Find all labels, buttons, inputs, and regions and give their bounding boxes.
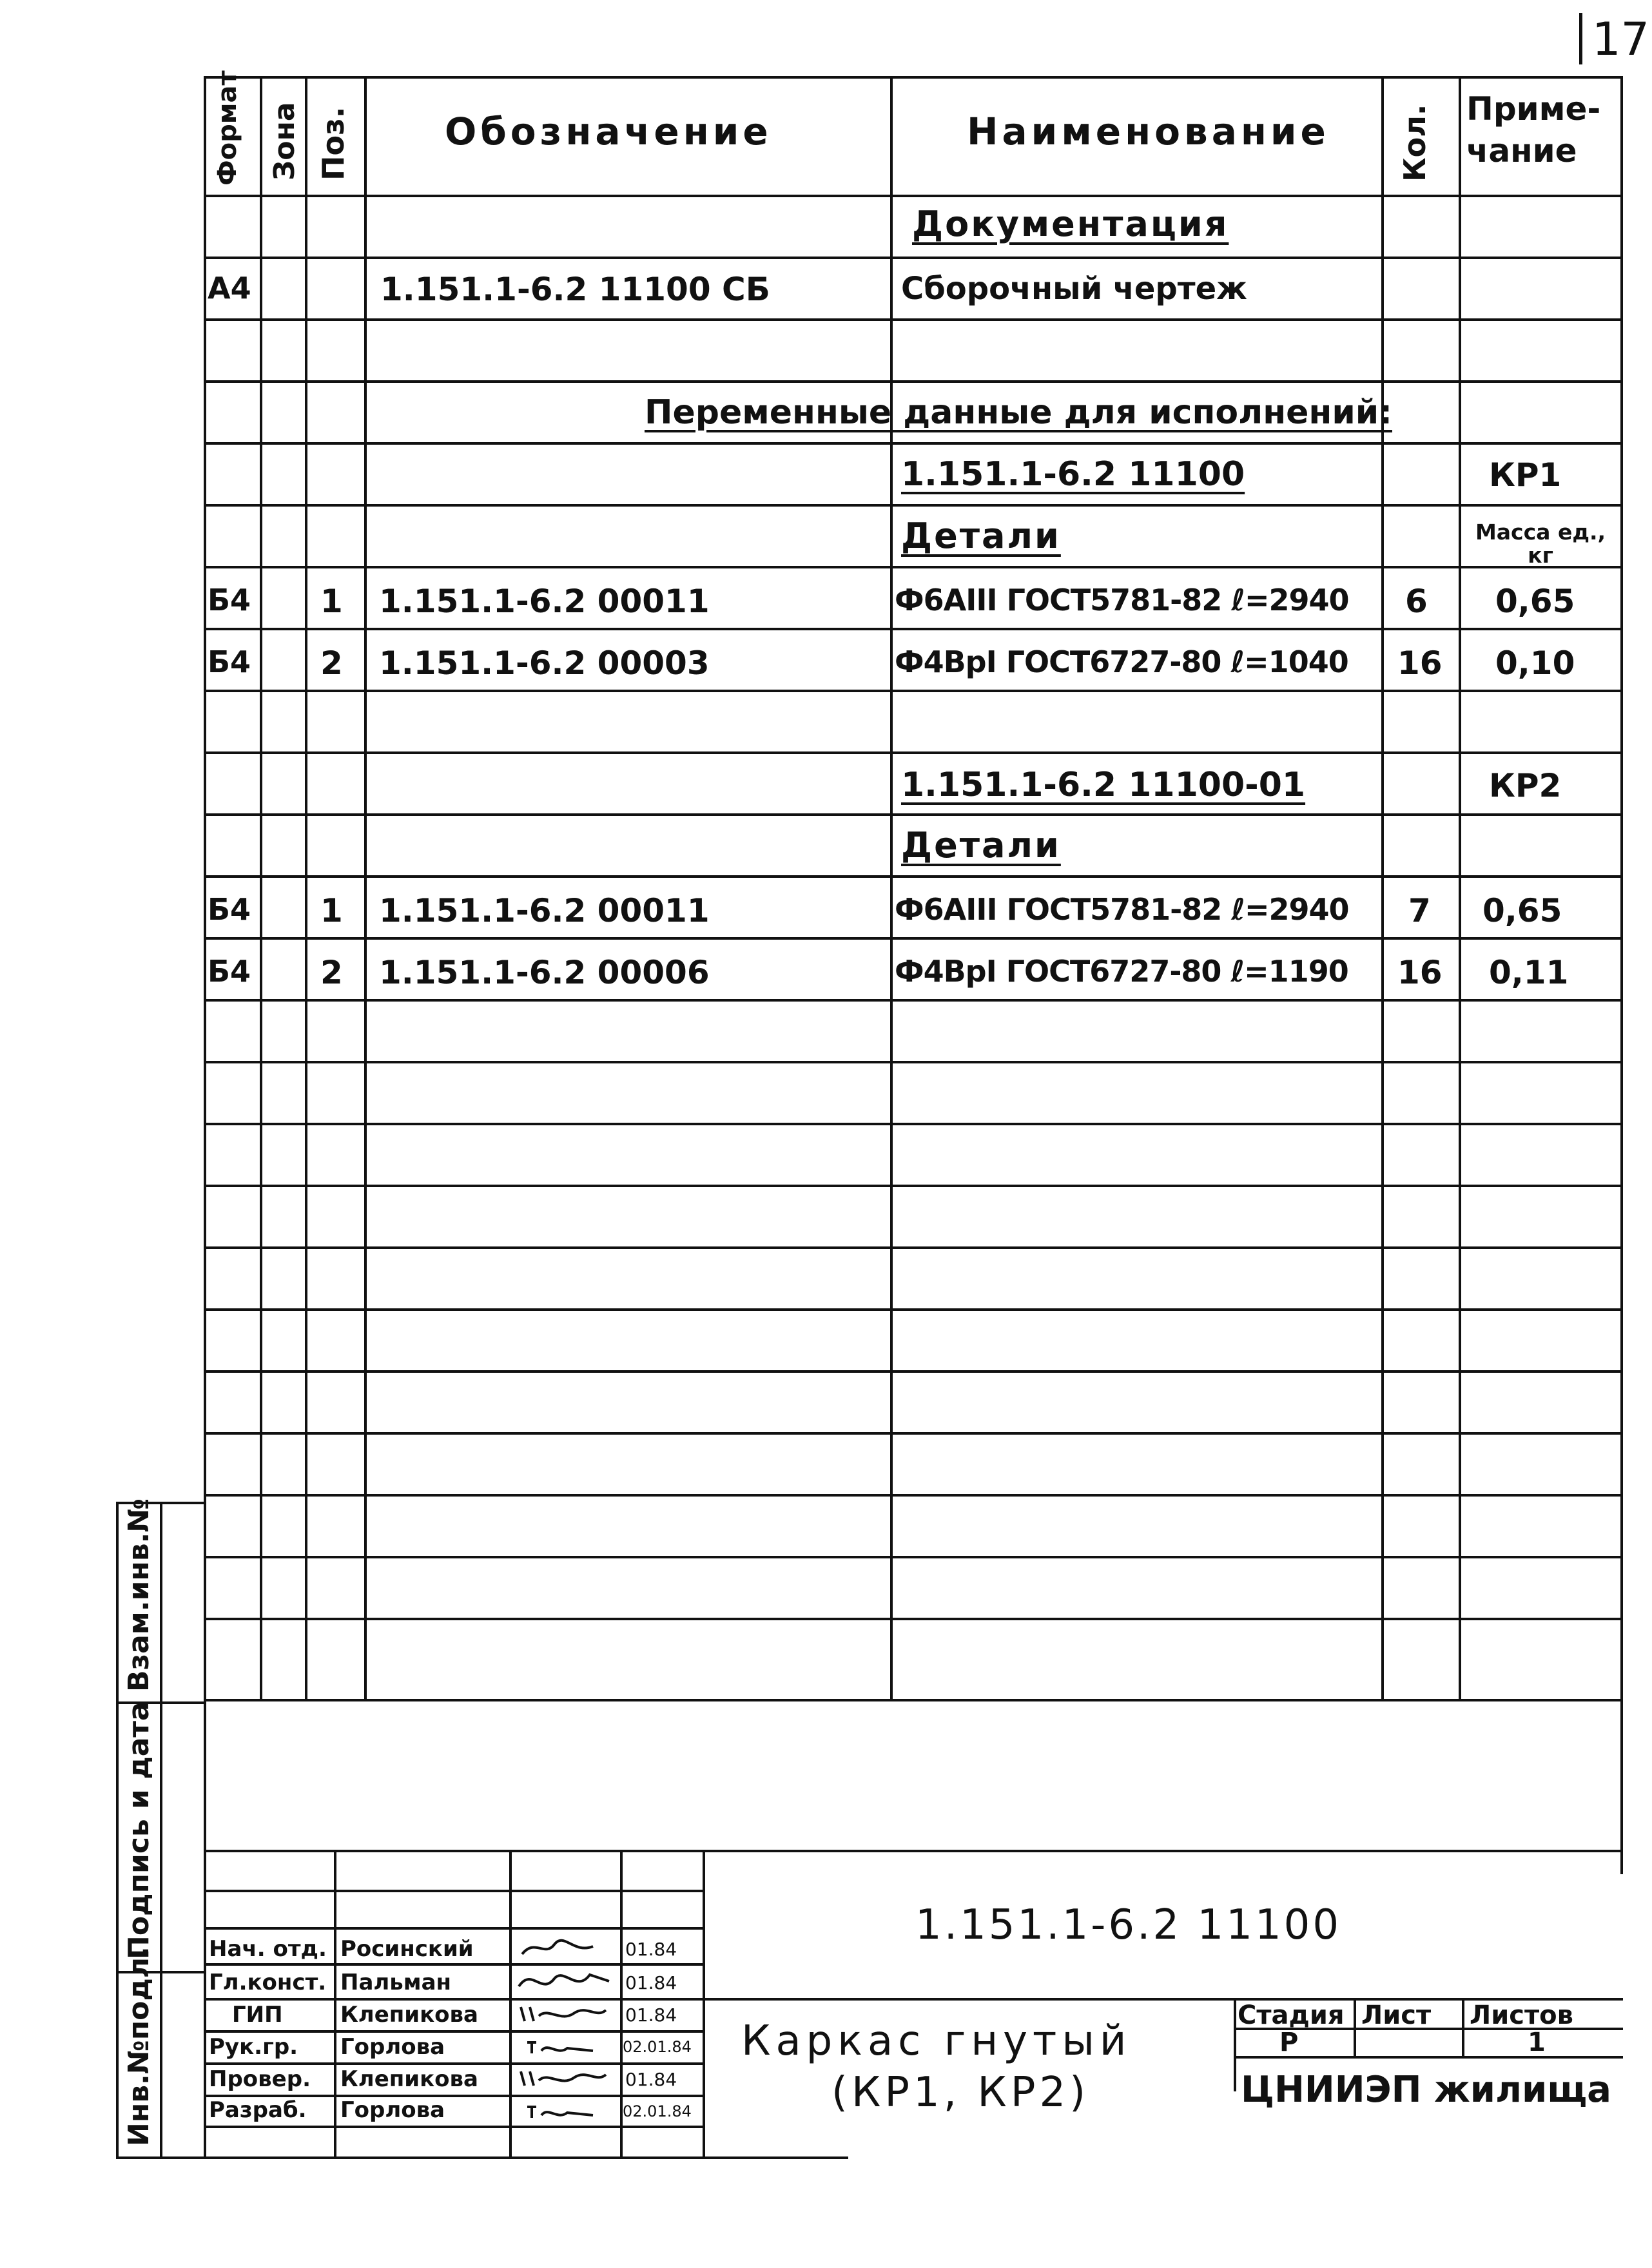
stage-value: Р: [1279, 2028, 1299, 2057]
table-row-designation: 1.151.1-6.2 00003: [379, 645, 710, 682]
header-designation: Обозначение: [445, 110, 772, 153]
sig-date: 02.01.84: [623, 2102, 692, 2120]
header-pos: Поз.: [316, 106, 351, 180]
table-row-note: 0,65: [1482, 892, 1562, 929]
table-row-pos: 1: [320, 892, 343, 929]
table-row-pos: 2: [320, 954, 343, 991]
table-row-name: Ф6АIII ГОСТ5781-82 ℓ=2940: [895, 892, 1349, 927]
sheets-label: Листов: [1470, 2001, 1573, 2030]
table-row-fmt: Б4: [208, 645, 251, 679]
header-format: Формат: [213, 70, 242, 186]
handwritten-signature: [522, 2097, 599, 2123]
table-row-fmt: Б4: [208, 583, 251, 617]
table-row-note: 0,11: [1489, 954, 1569, 991]
header-qty: Кол.: [1397, 104, 1432, 182]
sig-date: 01.84: [625, 2004, 677, 2026]
sig-name: Горлова: [340, 2097, 445, 2123]
header-name: Наименование: [967, 110, 1330, 153]
sig-role: ГИП: [232, 2002, 283, 2028]
sig-role: Нач. отд.: [209, 1936, 327, 1962]
sig-name: Пальман: [340, 1970, 452, 1995]
table-row-qty: 16: [1397, 954, 1443, 991]
table-row-fmt: А4: [208, 271, 251, 305]
sheet-label: Лист: [1361, 2001, 1432, 2030]
table-row-qty: 7: [1408, 892, 1431, 929]
sig-role: Разраб.: [209, 2097, 307, 2123]
variant-heading-kr2: 1.151.1-6.2 11100-01: [901, 766, 1306, 804]
sig-date: 01.84: [625, 1939, 677, 1960]
sheets-value: 1: [1528, 2028, 1546, 2057]
section-heading-parts: Детали: [901, 825, 1061, 866]
sheet-number: 17: [1592, 13, 1650, 66]
variant-heading-kr1: 1.151.1-6.2 11100: [901, 455, 1245, 494]
header-note-2: чание: [1466, 132, 1577, 170]
sig-date: 02.01.84: [623, 2038, 692, 2056]
stamp-sign-date: Подпись и дата: [122, 1701, 155, 1959]
stage-label: Стадия: [1238, 2001, 1345, 2030]
table-row-pos: 2: [320, 645, 343, 682]
table-row-note: КР1: [1489, 456, 1562, 494]
table-row-fmt: Б4: [208, 954, 251, 989]
table-row-qty: 16: [1397, 645, 1443, 682]
table-row-fmt: Б4: [208, 892, 251, 927]
table-row-qty: 6: [1405, 583, 1428, 620]
handwritten-signature: [522, 2033, 599, 2059]
sig-name: Клепикова: [340, 2002, 478, 2028]
stamp-inv-replace: Взам.инв.№: [122, 1498, 155, 1692]
table-row-designation: 1.151.1-6.2 00011: [379, 892, 710, 929]
sig-role: Провер.: [209, 2066, 311, 2092]
sig-date: 01.84: [625, 2069, 677, 2090]
section-heading-documentation: Документация: [912, 204, 1229, 244]
table-row-name: Ф6АIII ГОСТ5781-82 ℓ=2940: [895, 583, 1349, 617]
table-row-designation: 1.151.1-6.2 00011: [379, 583, 710, 620]
table-row-designation: 1.151.1-6.2 11100 СБ: [380, 271, 770, 308]
table-row-designation: 1.151.1-6.2 00006: [379, 954, 710, 991]
handwritten-signature: [516, 1967, 612, 1995]
handwritten-signature: [516, 2001, 612, 2026]
organization: ЦНИИЭП жилища: [1241, 2069, 1611, 2111]
handwritten-signature: [516, 1935, 612, 1961]
sig-role: Гл.конст.: [209, 1970, 327, 1995]
table-row-note: 0,10: [1495, 645, 1575, 682]
variable-data-heading: Переменные данные для исполнений:: [645, 393, 1392, 432]
section-heading-parts: Детали: [901, 516, 1061, 556]
sig-role: Рук.гр.: [209, 2034, 298, 2060]
table-row-note: КР2: [1489, 767, 1562, 804]
sig-name: Горлова: [340, 2034, 445, 2060]
mass-unit-note: Масса ед., кг: [1475, 519, 1606, 568]
stamp-inv-orig: Инв.№подл.: [122, 1946, 155, 2146]
sig-name: Клепикова: [340, 2066, 478, 2092]
table-row-name: Сборочный чертеж: [901, 271, 1247, 307]
table-row-name: Ф4ВрI ГОСТ6727-80 ℓ=1040: [895, 645, 1348, 679]
sig-name: Росинский: [340, 1936, 474, 1962]
table-row-note: 0,65: [1495, 583, 1575, 620]
header-note-1: Приме-: [1466, 90, 1601, 128]
doc-title-line1: Каркас гнутый: [741, 2017, 1132, 2065]
sig-date: 01.84: [625, 1972, 677, 1993]
header-zone: Зона: [268, 102, 301, 180]
handwritten-signature: [516, 2065, 612, 2091]
table-row-name: Ф4ВрI ГОСТ6727-80 ℓ=1190: [895, 954, 1348, 989]
table-row-pos: 1: [320, 583, 343, 620]
doc-number: 1.151.1-6.2 11100: [915, 1901, 1342, 1949]
doc-title-line2: (КР1, КР2): [831, 2069, 1090, 2117]
